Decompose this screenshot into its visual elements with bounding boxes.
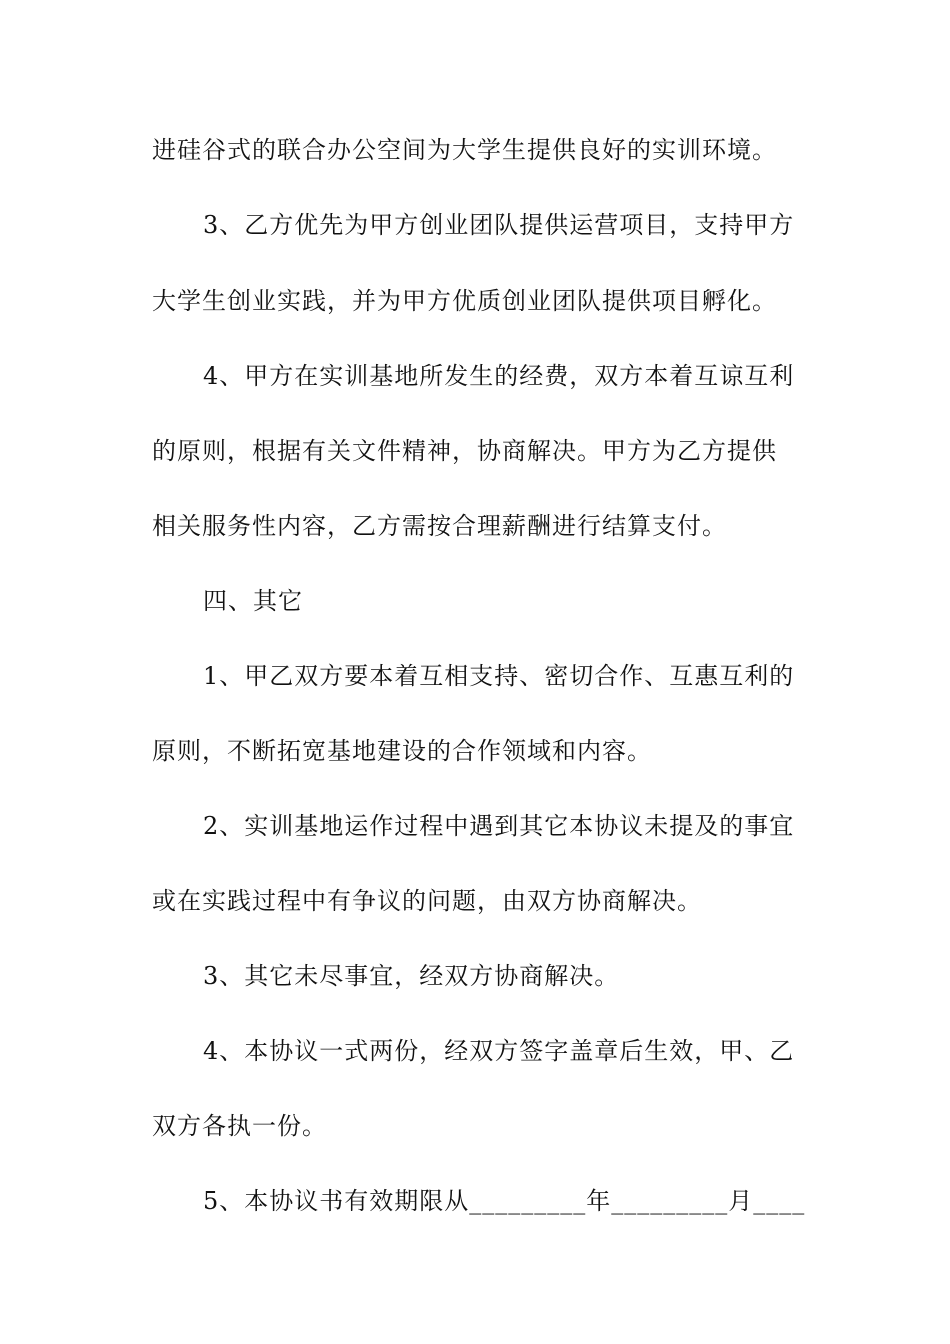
text-line: 3、乙方优先为甲方创业团队提供运营项目，支持甲方 xyxy=(203,211,795,239)
text-line: 相关服务性内容，乙方需按合理薪酬进行结算支付。 xyxy=(152,512,727,540)
text-line: 3、其它未尽事宜，经双方协商解决。 xyxy=(203,962,620,990)
text-line: 双方各执一份。 xyxy=(152,1112,327,1140)
text-line: 1、甲乙双方要本着互相支持、密切合作、互惠互利的 xyxy=(203,662,795,690)
text-line: 2、实训基地运作过程中遇到其它本协议未提及的事宜 xyxy=(203,812,795,840)
text-line: 或在实践过程中有争议的问题，由双方协商解决。 xyxy=(152,887,702,915)
text-line: 4、甲方在实训基地所发生的经费，双方本着互谅互利 xyxy=(203,362,795,390)
text-line: 进硅谷式的联合办公空间为大学生提供良好的实训环境。 xyxy=(152,136,777,164)
section-heading: 四、其它 xyxy=(203,587,303,615)
text-line: 的原则，根据有关文件精神，协商解决。甲方为乙方提供 xyxy=(152,437,777,465)
text-line: 4、本协议一式两份，经双方签字盖章后生效，甲、乙 xyxy=(203,1037,795,1065)
text-line: 5、本协议书有效期限从_________年_________月____ xyxy=(203,1187,806,1215)
text-line: 原则，不断拓宽基地建设的合作领域和内容。 xyxy=(152,737,652,765)
text-line: 大学生创业实践，并为甲方优质创业团队提供项目孵化。 xyxy=(152,287,777,315)
